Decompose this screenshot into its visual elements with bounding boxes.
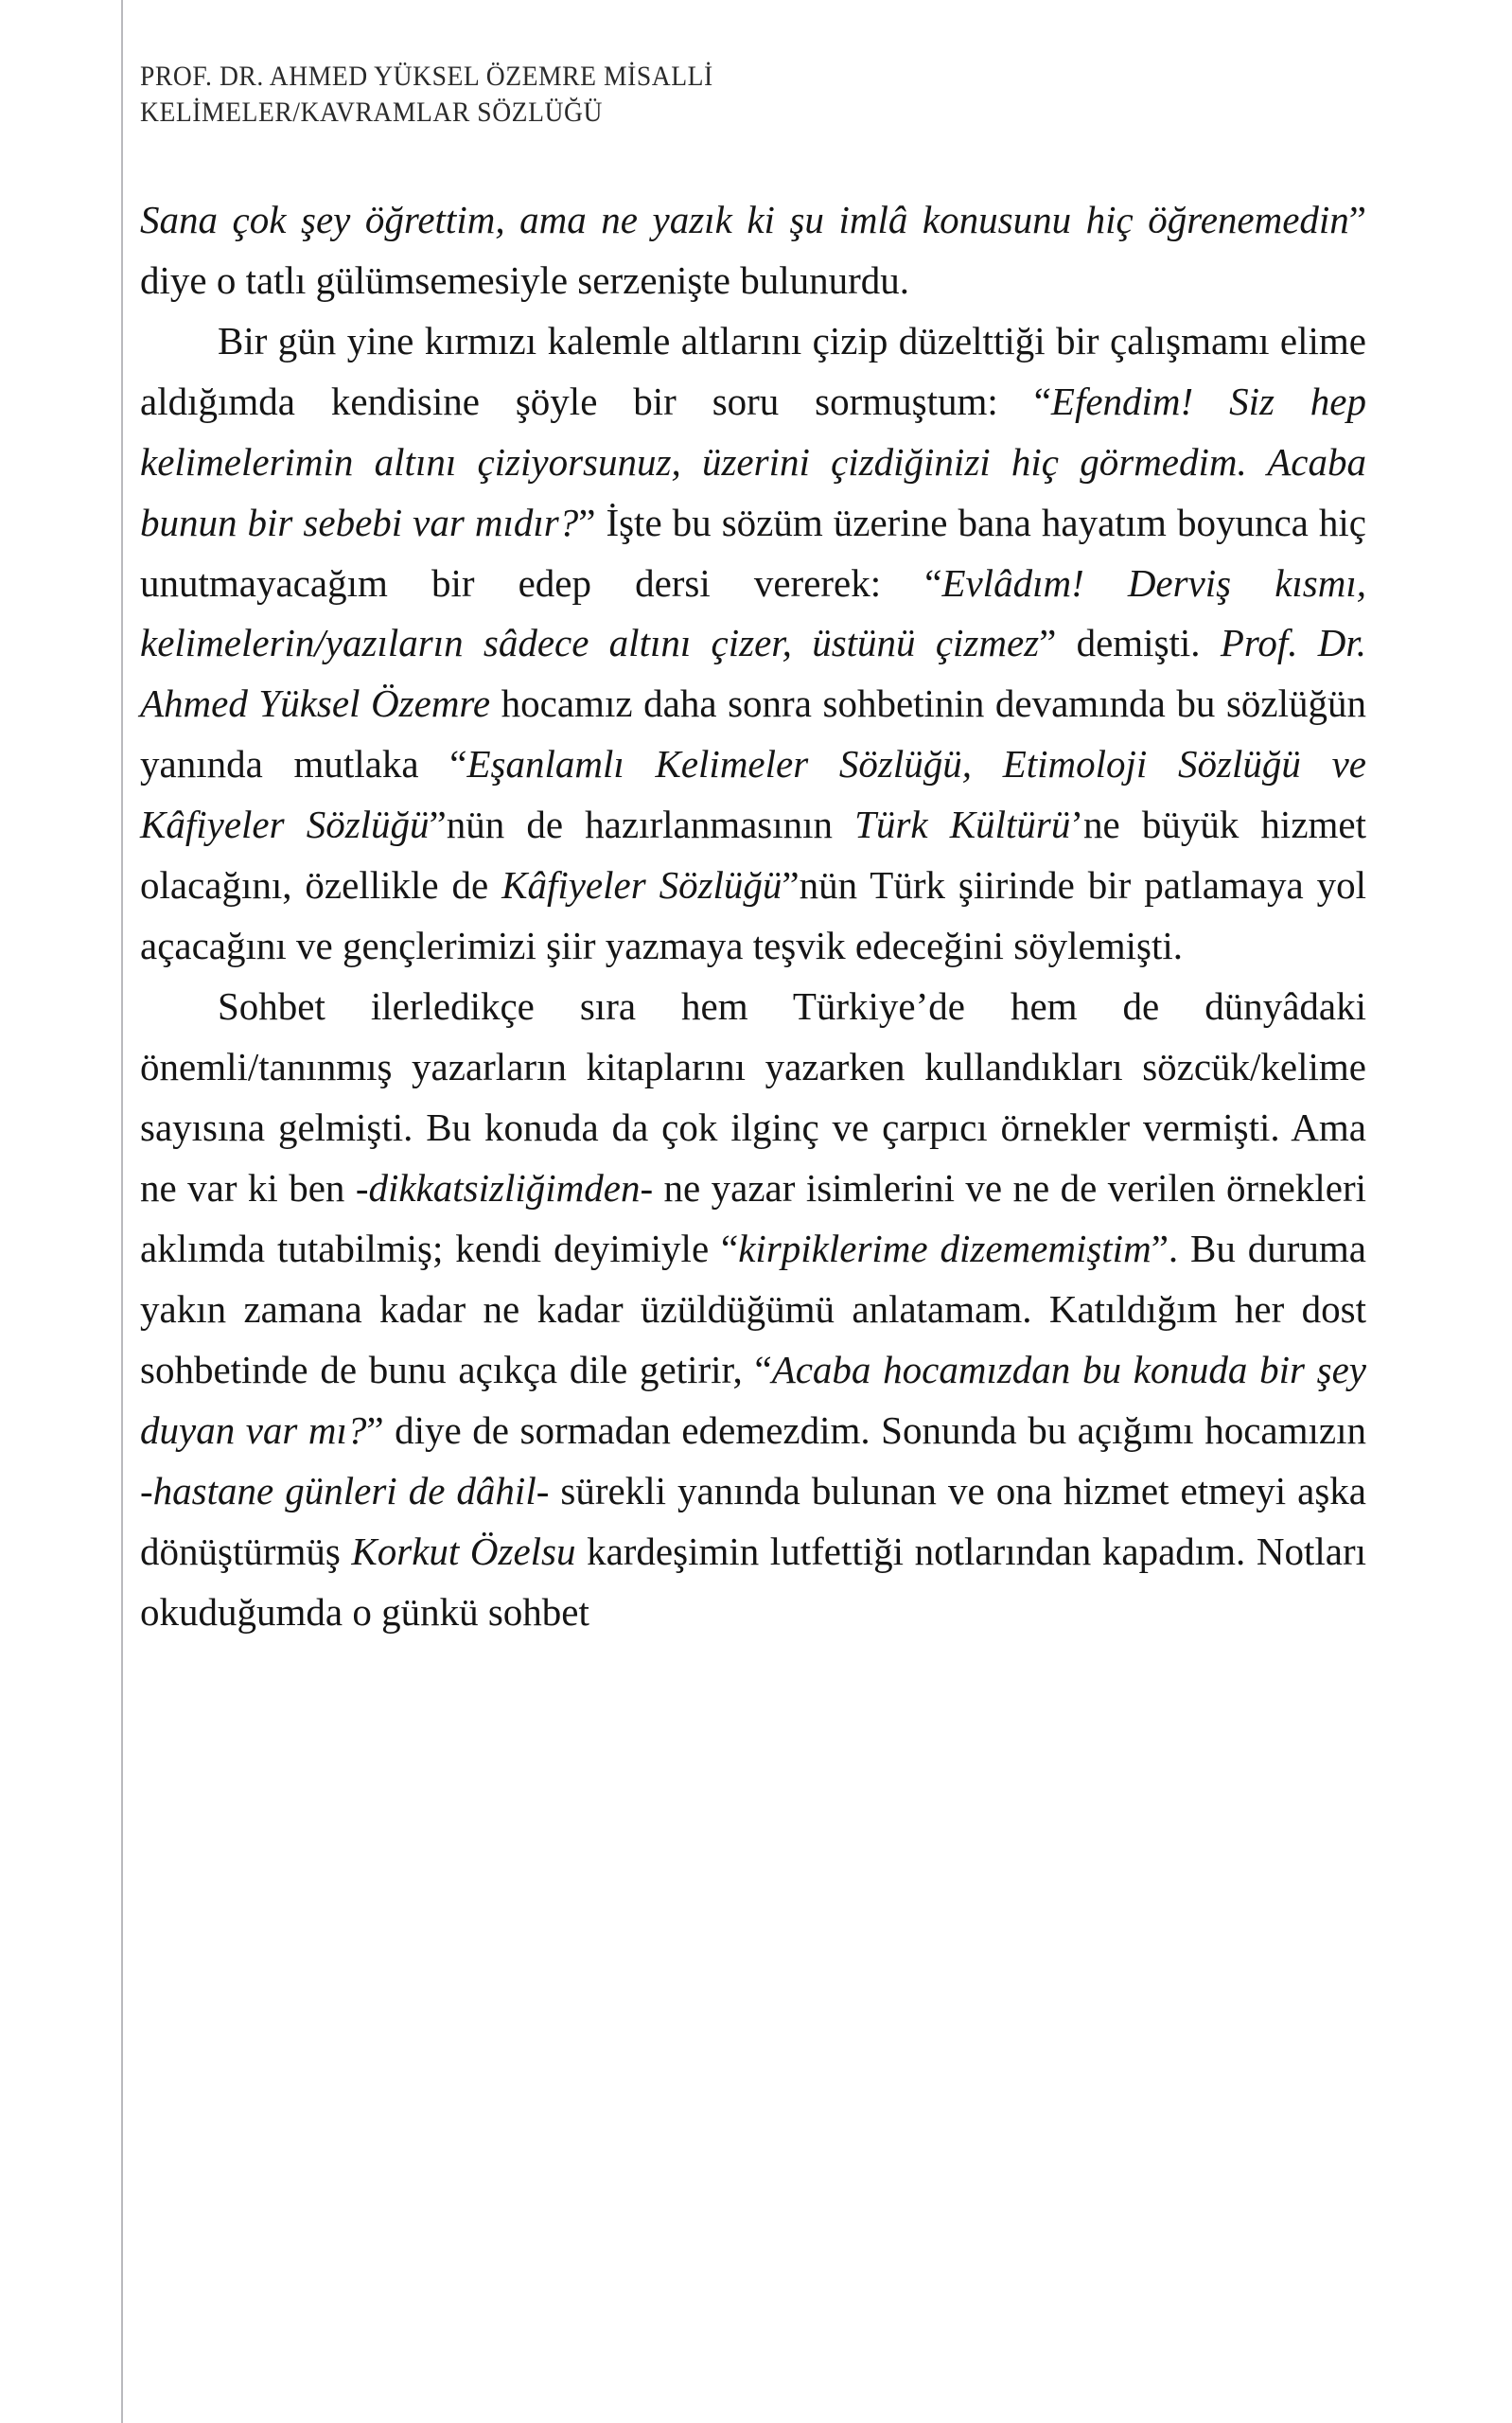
text-run-italic: dikkatsizliğimden — [368, 1166, 641, 1211]
text-run-regular: ”nün Türk şiirinde bir patlamaya yol açacağını ve gençlerimizi şiir yazmaya teşvik edeceğini söylemişti. — [140, 863, 1366, 968]
text-run-italic: Türk Kültürü — [854, 803, 1071, 847]
paragraph-kirmizi-kalem — [140, 311, 1366, 977]
text-run-regular: ”. Bu duruma yakın zamana kadar ne kadar üzüldüğümü anlatamam. Katıldığım her dost sohbetinde de bunu açıkça dile getirir, “ — [140, 1226, 1366, 1391]
text-run-italic: Evlâdım! Derviş kısmı, kelimelerin/yazıların sâdece altını çizer, üstünü çizmez — [140, 560, 1367, 665]
text-run-regular: kardeşimin lutfettiği notlarından kapadım. Notları okuduğumda o günkü sohbet — [140, 1529, 1366, 1634]
text-run-italic: Eşanlamlı Kelimeler Sözlüğü, Etimoloji Sözlüğü ve Kâfiyeler Sözlüğü — [140, 742, 1366, 847]
paragraph-quote-open — [140, 190, 1366, 311]
text-run-regular: ’ne büyük hizmet olacağını, özellikle de — [140, 803, 1367, 908]
paragraph-sohbet — [140, 977, 1366, 1642]
text-run-regular: Sohbet ilerledikçe sıra hem Türkiye’de hem de dünyâdaki önemli/tanınmış yazarların kitaplarını yazarken kullandıkları sözcük/kelime sayısına gelmişti. Bu konuda da çok ilginç ve çarpıcı örnekler vermişti. Ama ne var ki ben - — [140, 984, 1366, 1211]
text-run-regular: - sürekli yanında bulunan ve ona hizmet etmeyi aşka dönüştürmüş — [140, 1468, 1366, 1573]
text-run-regular: - ne yazar isimlerini ve ne de verilen örnekleri aklımda tutabilmiş; kendi deyimiyle “ — [140, 1166, 1366, 1270]
running-header-line-1: PROF. DR. AHMED YÜKSEL ÖZEMRE MİSALLİ — [140, 61, 713, 92]
text-run-italic: Acaba hocamızdan bu konuda bir şey duyan var mı? — [140, 1347, 1366, 1452]
text-run-regular: Bir gün yine kırmızı kalemle altlarını çizip düzelttiği bir çalışmamı elime aldığımda kendisine şöyle bir soru sormuştum: “ — [140, 318, 1366, 423]
text-run-regular: ”nün de hazırlanmasının — [429, 803, 855, 847]
text-run-regular: hocamız daha sonra sohbetinin devamında bu sözlüğün yanında mutlaka “ — [140, 681, 1366, 787]
text-run-regular: ” İşte bu sözüm üzerine bana hayatım boyunca hiç unutmayacağım bir edep dersi vererek: “ — [140, 500, 1366, 605]
text-run-italic: Prof. Dr. Ahmed Yüksel Özemre — [140, 621, 1367, 726]
running-header-line-2: KELİMELER/KAVRAMLAR SÖZLÜĞÜ — [140, 97, 603, 129]
text-run-italic: kirpiklerime dizememiştim — [738, 1226, 1152, 1270]
text-run-regular: ” diye de sormadan edemezdim. Sonunda bu açığımı hocamızın - — [140, 1407, 1366, 1512]
text-run-regular: ” demişti. — [1039, 621, 1221, 665]
page-content — [140, 0, 1366, 2423]
body-text — [140, 190, 1366, 1643]
text-run-italic: Korkut Özelsu — [351, 1529, 576, 1573]
running-header — [140, 0, 1268, 132]
text-run-regular: ” diye o tatlı gülümsemesiyle serzenişte bulunurdu. — [140, 197, 1366, 302]
text-run-italic: Sana çok şey öğrettim, ama ne yazık ki şu imlâ konusunu hiç öğrenemedin — [140, 197, 1349, 241]
text-run-italic: hastane günleri de dâhil — [152, 1468, 536, 1512]
left-margin-rule — [121, 0, 123, 2423]
text-run-italic: Kâfiyeler Sözlüğü — [501, 863, 782, 908]
text-run-italic: Efendim! Siz hep kelimelerimin altını çiziyorsunuz, üzerini çizdiğinizi hiç görmedim. Acaba bunun bir sebebi var mıdır? — [140, 379, 1366, 544]
